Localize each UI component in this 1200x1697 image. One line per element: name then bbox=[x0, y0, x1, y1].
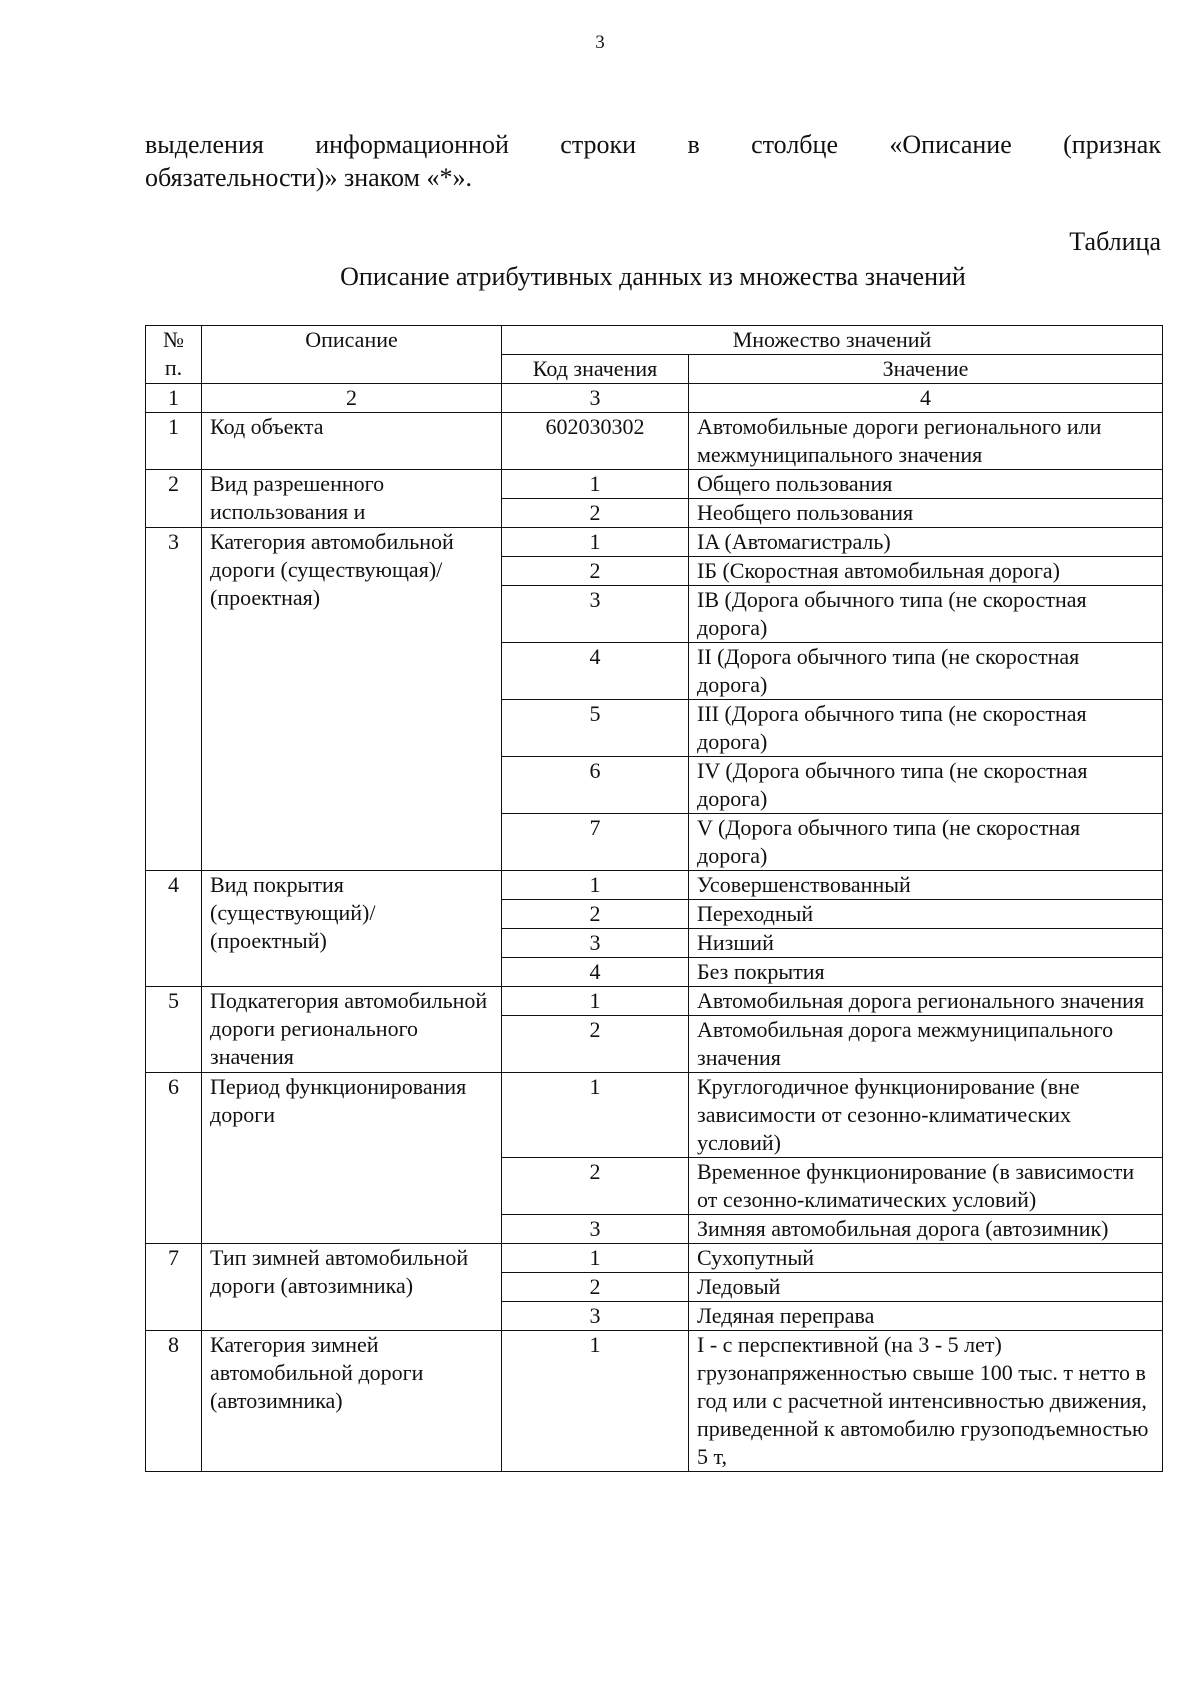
attribute-table bbox=[145, 325, 1163, 1472]
row-number: 1 bbox=[146, 413, 202, 470]
table-row bbox=[146, 987, 1163, 1016]
row-number: 2 bbox=[146, 470, 202, 528]
value-text: Общего пользования bbox=[689, 470, 1163, 499]
header-value-set: Множество значений bbox=[502, 326, 1163, 355]
value-code: 1 bbox=[502, 528, 689, 557]
value-text: Сухопутный bbox=[689, 1244, 1163, 1273]
intro-line-2: обязательности)» знаком «*». bbox=[145, 163, 472, 192]
row-description: Вид разрешенного использования и bbox=[202, 470, 502, 528]
row-description: Категория зимней автомобильной дороги (автозимника) bbox=[202, 1331, 502, 1472]
value-code: 3 bbox=[502, 1302, 689, 1331]
intro-word: (признак bbox=[1063, 130, 1161, 159]
value-code: 1 bbox=[502, 1244, 689, 1273]
value-text: Ледяная переправа bbox=[689, 1302, 1163, 1331]
value-text: IA (Автомагистраль) bbox=[689, 528, 1163, 557]
row-description: Код объекта bbox=[202, 413, 502, 470]
value-text: Автомобильная дорога регионального значения bbox=[689, 987, 1163, 1016]
value-code: 2 bbox=[502, 1158, 689, 1215]
row-description: Категория автомобильной дороги (существующая)/ (проектная) bbox=[202, 528, 502, 871]
value-text: III (Дорога обычного типа (не скоростная дорога) bbox=[689, 700, 1163, 757]
column-number: 1 bbox=[146, 384, 202, 413]
row-number: 8 bbox=[146, 1331, 202, 1472]
table-row bbox=[146, 1244, 1163, 1273]
row-number: 3 bbox=[146, 528, 202, 871]
intro-word: столбце bbox=[751, 130, 838, 159]
column-number-row bbox=[146, 384, 1163, 413]
value-code: 1 bbox=[502, 1073, 689, 1158]
row-description: Вид покрытия (существующий)/ (проектный) bbox=[202, 871, 502, 987]
value-text: Временное функционирование (в зависимости от сезонно-климатических условий) bbox=[689, 1158, 1163, 1215]
value-text: Усовершенствованный bbox=[689, 871, 1163, 900]
column-number: 3 bbox=[502, 384, 689, 413]
value-code: 3 bbox=[502, 1215, 689, 1244]
intro-word: строки bbox=[560, 130, 637, 159]
value-code: 1 bbox=[502, 1331, 689, 1472]
table-row bbox=[146, 528, 1163, 557]
value-code: 2 bbox=[502, 900, 689, 929]
header-value: Значение bbox=[689, 355, 1163, 384]
value-code: 1 bbox=[502, 987, 689, 1016]
intro-paragraph bbox=[145, 128, 1161, 194]
value-code: 5 bbox=[502, 700, 689, 757]
value-code: 7 bbox=[502, 814, 689, 871]
header-description: Описание bbox=[202, 326, 502, 384]
value-code: 4 bbox=[502, 643, 689, 700]
value-text: V (Дорога обычного типа (не скоростная дорога) bbox=[689, 814, 1163, 871]
intro-word: выделения bbox=[145, 130, 264, 159]
value-code: 2 bbox=[502, 1016, 689, 1073]
table-row bbox=[146, 470, 1163, 499]
value-code: 1 bbox=[502, 470, 689, 499]
intro-word: «Описание bbox=[889, 130, 1012, 159]
intro-word: в bbox=[687, 130, 700, 159]
value-text: Без покрытия bbox=[689, 958, 1163, 987]
table-row bbox=[146, 1331, 1163, 1472]
value-text: Круглогодичное функционирование (вне зависимости от сезонно-климатических условий) bbox=[689, 1073, 1163, 1158]
value-text: IБ (Скоростная автомобильная дорога) bbox=[689, 557, 1163, 586]
table-body bbox=[146, 384, 1163, 1472]
table-row bbox=[146, 413, 1163, 470]
row-number: 6 bbox=[146, 1073, 202, 1244]
intro-line-1 bbox=[145, 128, 1161, 161]
row-description: Тип зимней автомобильной дороги (автозимника) bbox=[202, 1244, 502, 1331]
row-description: Период функционирования дороги bbox=[202, 1073, 502, 1244]
header-code: Код значения bbox=[502, 355, 689, 384]
value-code: 2 bbox=[502, 557, 689, 586]
value-text: Низший bbox=[689, 929, 1163, 958]
value-text: IВ (Дорога обычного типа (не скоростная дорога) bbox=[689, 586, 1163, 643]
value-code: 1 bbox=[502, 871, 689, 900]
table-title: Описание атрибутивных данных из множества значений bbox=[340, 262, 966, 291]
value-code: 3 bbox=[502, 929, 689, 958]
value-text: Ледовый bbox=[689, 1273, 1163, 1302]
value-code: 2 bbox=[502, 1273, 689, 1302]
intro-word: информационной bbox=[315, 130, 509, 159]
row-description: Подкатегория автомобильной дороги регионального значения bbox=[202, 987, 502, 1073]
value-text: Необщего пользования bbox=[689, 499, 1163, 528]
row-number: 4 bbox=[146, 871, 202, 987]
value-code: 602030302 bbox=[502, 413, 689, 470]
value-text: Зимняя автомобильная дорога (автозимник) bbox=[689, 1215, 1163, 1244]
column-number: 4 bbox=[689, 384, 1163, 413]
table-row bbox=[146, 871, 1163, 900]
table-caption: Таблица bbox=[1069, 227, 1161, 256]
value-text: I - с перспективной (на 3 - 5 лет) грузонапряженностью свыше 100 тыс. т нетто в год или с расчетной интенсивностью движения, приведенной к автомобилю грузоподъемностью 5 т, bbox=[689, 1331, 1163, 1472]
value-text: Переходный bbox=[689, 900, 1163, 929]
value-code: 4 bbox=[502, 958, 689, 987]
header-num: № п. bbox=[146, 326, 202, 384]
value-text: Автомобильные дороги регионального или межмуниципального значения bbox=[689, 413, 1163, 470]
column-number: 2 bbox=[202, 384, 502, 413]
page-number: 3 bbox=[595, 32, 605, 53]
value-code: 6 bbox=[502, 757, 689, 814]
row-number: 7 bbox=[146, 1244, 202, 1331]
row-number: 5 bbox=[146, 987, 202, 1073]
value-text: IV (Дорога обычного типа (не скоростная дорога) bbox=[689, 757, 1163, 814]
value-code: 2 bbox=[502, 499, 689, 528]
value-code: 3 bbox=[502, 586, 689, 643]
value-text: II (Дорога обычного типа (не скоростная дорога) bbox=[689, 643, 1163, 700]
value-text: Автомобильная дорога межмуниципального значения bbox=[689, 1016, 1163, 1073]
table-row bbox=[146, 1073, 1163, 1158]
